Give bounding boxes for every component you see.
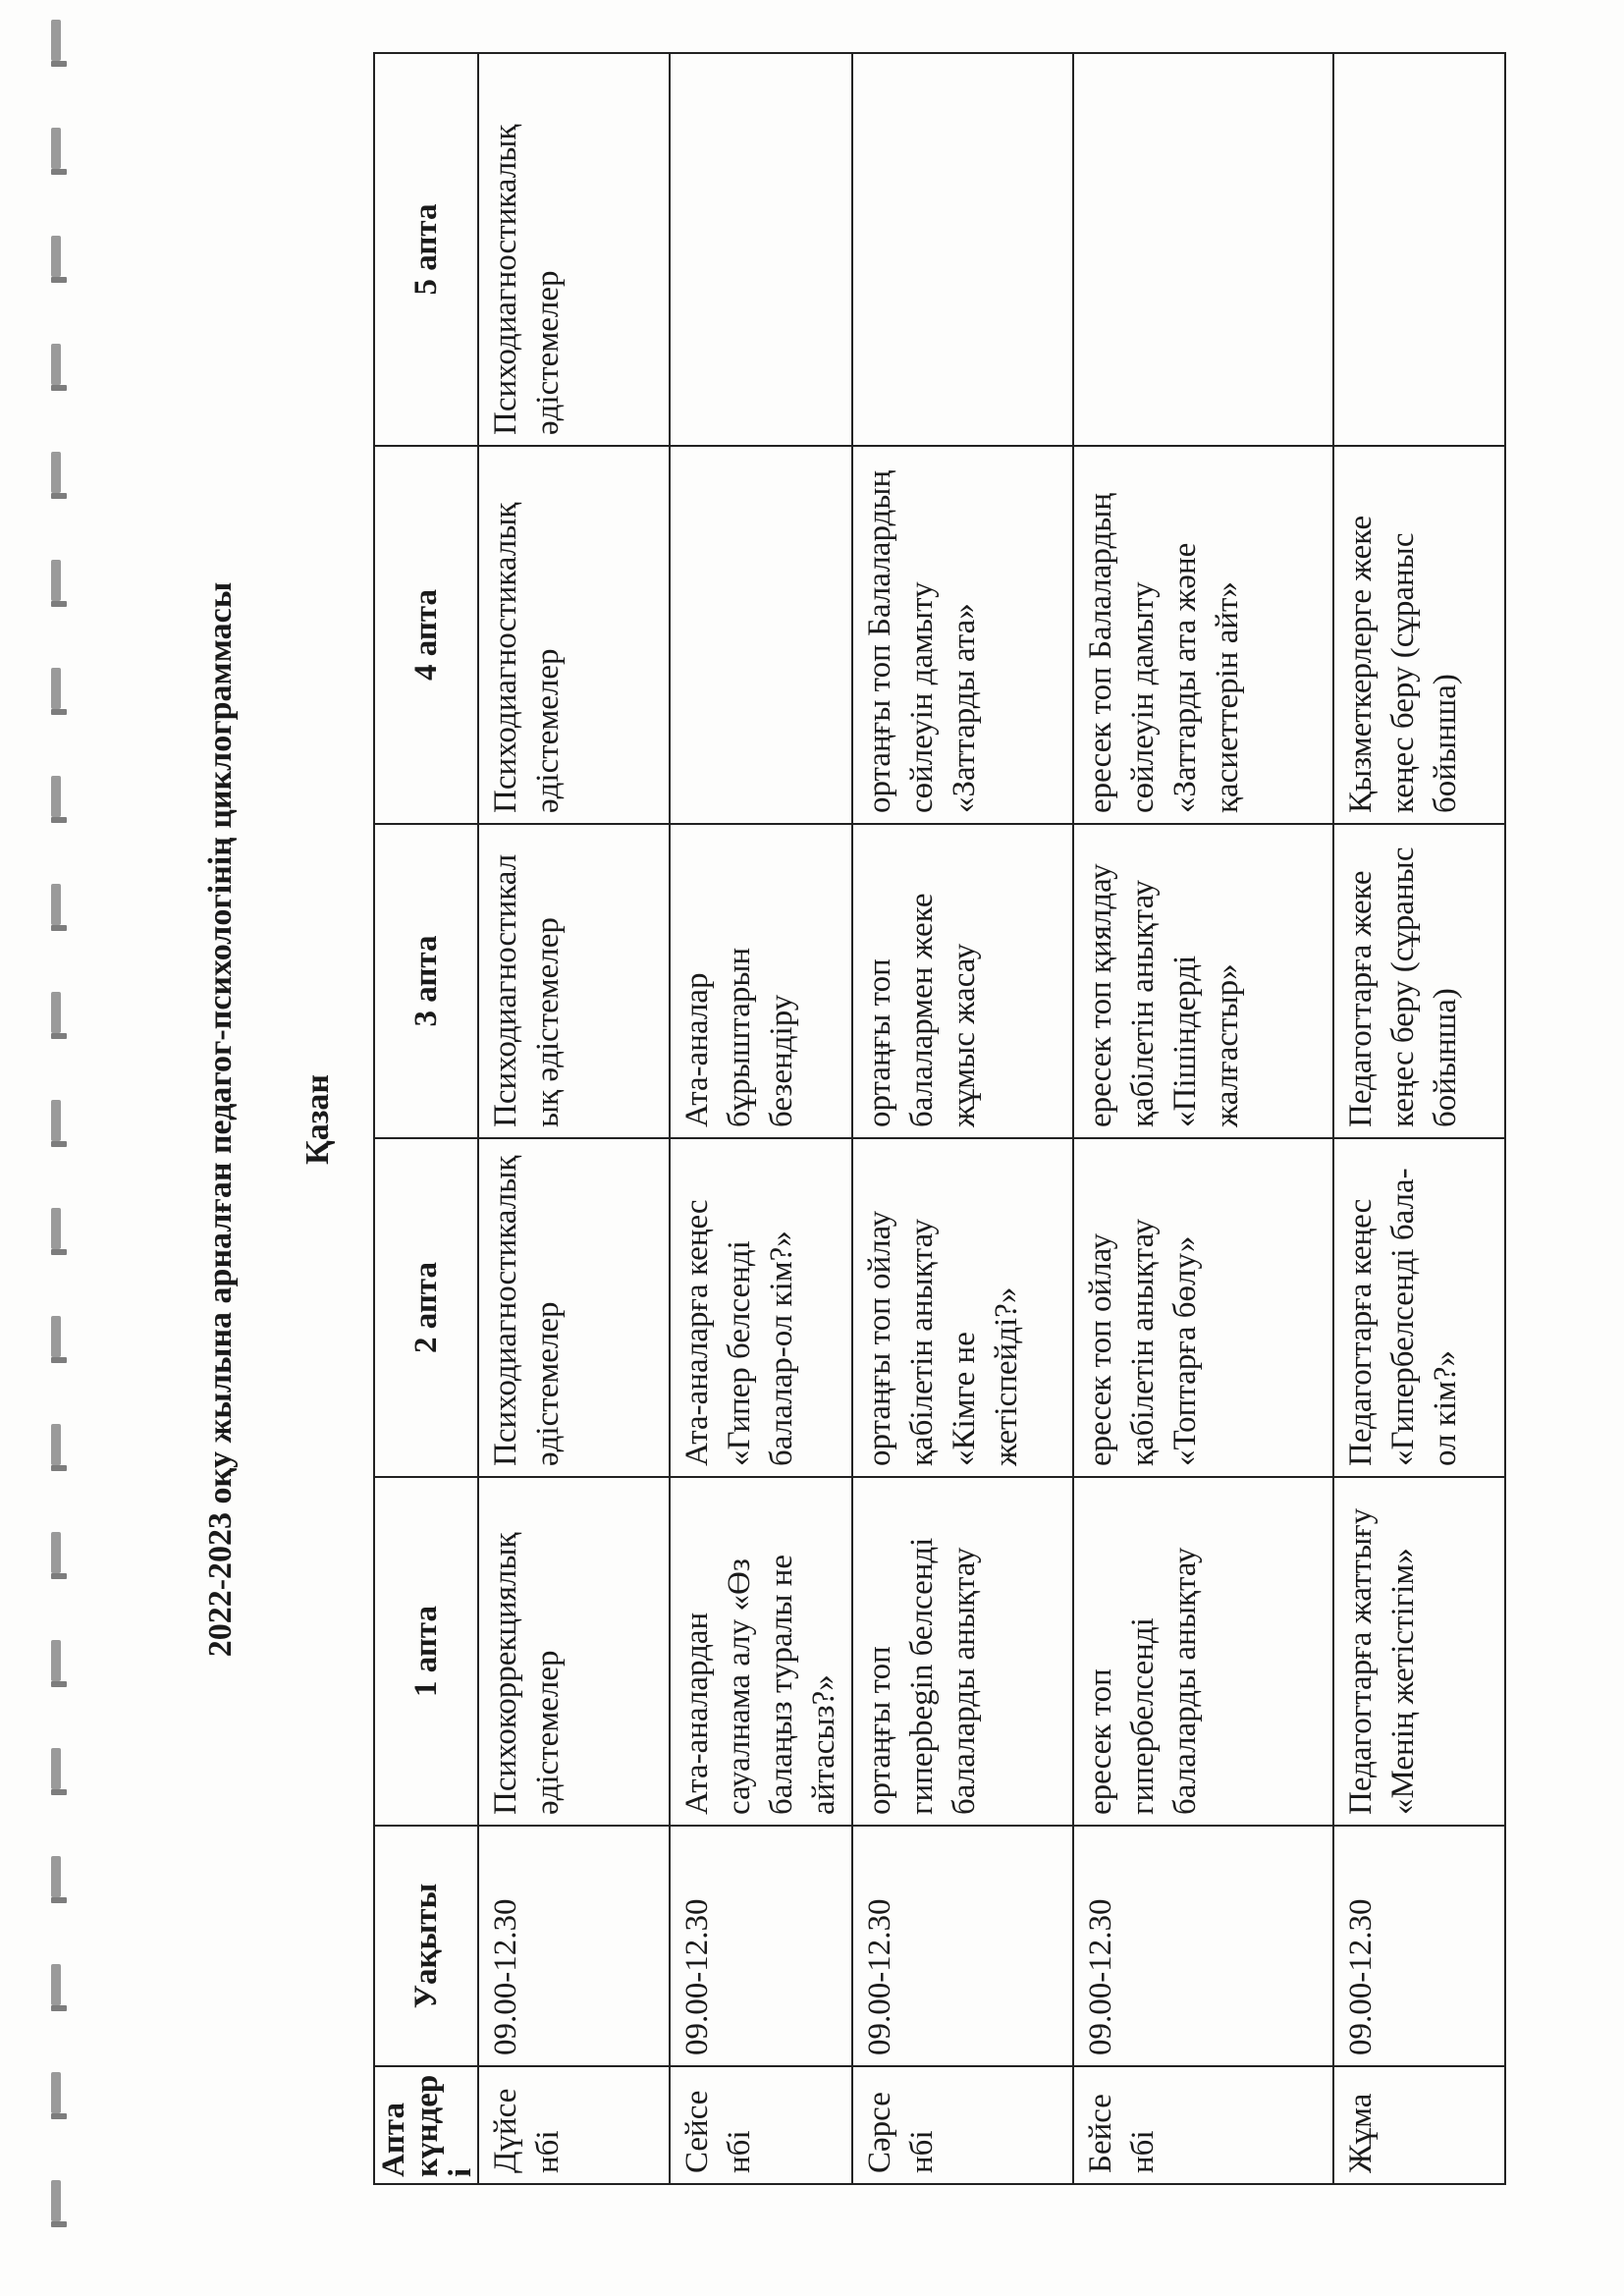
binding-hole-mark bbox=[51, 1532, 61, 1573]
week-1-cell: Педагогтарға жаттығу «Менің жетістігім» bbox=[1333, 1477, 1505, 1826]
time-cell: 09.00-12.30 bbox=[1073, 1826, 1333, 2066]
binding-hole-mark bbox=[51, 2072, 61, 2113]
binding-hole-mark bbox=[51, 1316, 61, 1357]
week-3-cell: Психодиагностикалық әдістемелер bbox=[478, 824, 670, 1138]
week-5-cell bbox=[1333, 53, 1505, 446]
binding-hole-mark bbox=[51, 344, 61, 385]
week-2-cell: ересек топ ойлау қабілетін анықтау «Топтарға бөлу» bbox=[1073, 1138, 1333, 1477]
week-3-cell: ересек топ қиялдау қабілетін анықтау «Пішіндерді жалғастыр» bbox=[1073, 824, 1333, 1138]
binding-hole-mark bbox=[51, 2180, 61, 2221]
day-cell: Бейсенбі bbox=[1073, 2066, 1333, 2184]
week-5-cell bbox=[1073, 53, 1333, 446]
binding-hole-mark bbox=[51, 128, 61, 169]
week-5-cell bbox=[670, 53, 852, 446]
binding-hole-mark bbox=[51, 992, 61, 1033]
binding-hole-mark bbox=[51, 1748, 61, 1789]
header-week-2: 2 апта bbox=[374, 1138, 478, 1477]
header-week-1: 1 апта bbox=[374, 1477, 478, 1826]
table-row bbox=[1073, 53, 1333, 2184]
table-row bbox=[670, 53, 852, 2184]
binding-hole-mark bbox=[51, 1208, 61, 1249]
rotated-page bbox=[177, 54, 1463, 2185]
time-cell: 09.00-12.30 bbox=[670, 1826, 852, 2066]
binding-hole-mark bbox=[51, 20, 61, 61]
binding-hole-mark bbox=[51, 1856, 61, 1897]
header-days: Апта күндері bbox=[374, 2066, 478, 2184]
binding-hole-mark bbox=[51, 1964, 61, 2005]
header-week-5: 5 апта bbox=[374, 53, 478, 446]
header-row bbox=[374, 53, 478, 2184]
binding-hole-mark bbox=[51, 236, 61, 277]
week-4-cell: ересек топ Балалардың сөйлеуін дамыту «Заттарды ата және қасиеттерін айт» bbox=[1073, 446, 1333, 824]
time-cell: 09.00-12.30 bbox=[1333, 1826, 1505, 2066]
time-cell: 09.00-12.30 bbox=[478, 1826, 670, 2066]
binding-hole-mark bbox=[51, 776, 61, 817]
table-row bbox=[1333, 53, 1505, 2184]
week-3-cell: Педагогтарға жеке кеңес беру (сұраныс бойынша) bbox=[1333, 824, 1505, 1138]
week-1-cell: Ата-аналардан сауалнама алу «Өз балаңыз туралы не айтасыз?» bbox=[670, 1477, 852, 1826]
binding-hole-mark bbox=[51, 1424, 61, 1465]
binding-hole-mark bbox=[51, 1640, 61, 1681]
document-title: 2022-2023 оқу жылына арналған педагог-психологінің циклограммасы bbox=[202, 581, 239, 1658]
month-heading: Қазан bbox=[299, 1074, 336, 1165]
week-1-cell: ортаңғы топ гиперbegin белсенді балаларды анықтау bbox=[852, 1477, 1073, 1826]
binding-hole-mark bbox=[51, 452, 61, 493]
header-time: Уақыты bbox=[374, 1826, 478, 2066]
week-2-cell: Психодиагностикалық әдістемелер bbox=[478, 1138, 670, 1477]
week-3-cell: Ата-аналар бұрыштарын безендіру bbox=[670, 824, 852, 1138]
week-4-cell: Психодиагностикалық әдістемелер bbox=[478, 446, 670, 824]
week-3-cell: ортаңғы топ балалармен жеке жұмыс жасау bbox=[852, 824, 1073, 1138]
week-5-cell: Психодиагностикалық әдістемелер bbox=[478, 53, 670, 446]
table-row bbox=[478, 53, 670, 2184]
week-2-cell: Педагогтарға кеңес «Гипербелсенді бала-ол кім?» bbox=[1333, 1138, 1505, 1477]
week-4-cell: Қызметкерлерге жеке кеңес беру (сұраныс бойынша) bbox=[1333, 446, 1505, 824]
day-cell: Сәрсенбі bbox=[852, 2066, 1073, 2184]
time-cell: 09.00-12.30 bbox=[852, 1826, 1073, 2066]
day-cell: Сейсенбі bbox=[670, 2066, 852, 2184]
week-4-cell bbox=[670, 446, 852, 824]
week-5-cell bbox=[852, 53, 1073, 446]
week-2-cell: Ата-аналарға кеңес «Гипер белсенді балалар-ол кім?» bbox=[670, 1138, 852, 1477]
binding-hole-mark bbox=[51, 884, 61, 925]
binding-hole-mark bbox=[51, 668, 61, 709]
day-cell: Жұма bbox=[1333, 2066, 1505, 2184]
binding-holes bbox=[39, 0, 79, 2296]
header-week-4: 4 апта bbox=[374, 446, 478, 824]
week-4-cell: ортаңғы топ Балалардың сөйлеуін дамыту «Заттарды ата» bbox=[852, 446, 1073, 824]
binding-hole-mark bbox=[51, 560, 61, 601]
table-row bbox=[852, 53, 1073, 2184]
schedule-table bbox=[373, 52, 1506, 2185]
week-1-cell: Психокоррекциялық әдістемелер bbox=[478, 1477, 670, 1826]
week-1-cell: ересек топ гипербелсенді балаларды анықтау bbox=[1073, 1477, 1333, 1826]
header-week-3: 3 апта bbox=[374, 824, 478, 1138]
week-2-cell: ортаңғы топ ойлау қабілетін анықтау «Кімге не жетіспейді?» bbox=[852, 1138, 1073, 1477]
day-cell: Дүйсенбі bbox=[478, 2066, 670, 2184]
binding-hole-mark bbox=[51, 1100, 61, 1141]
